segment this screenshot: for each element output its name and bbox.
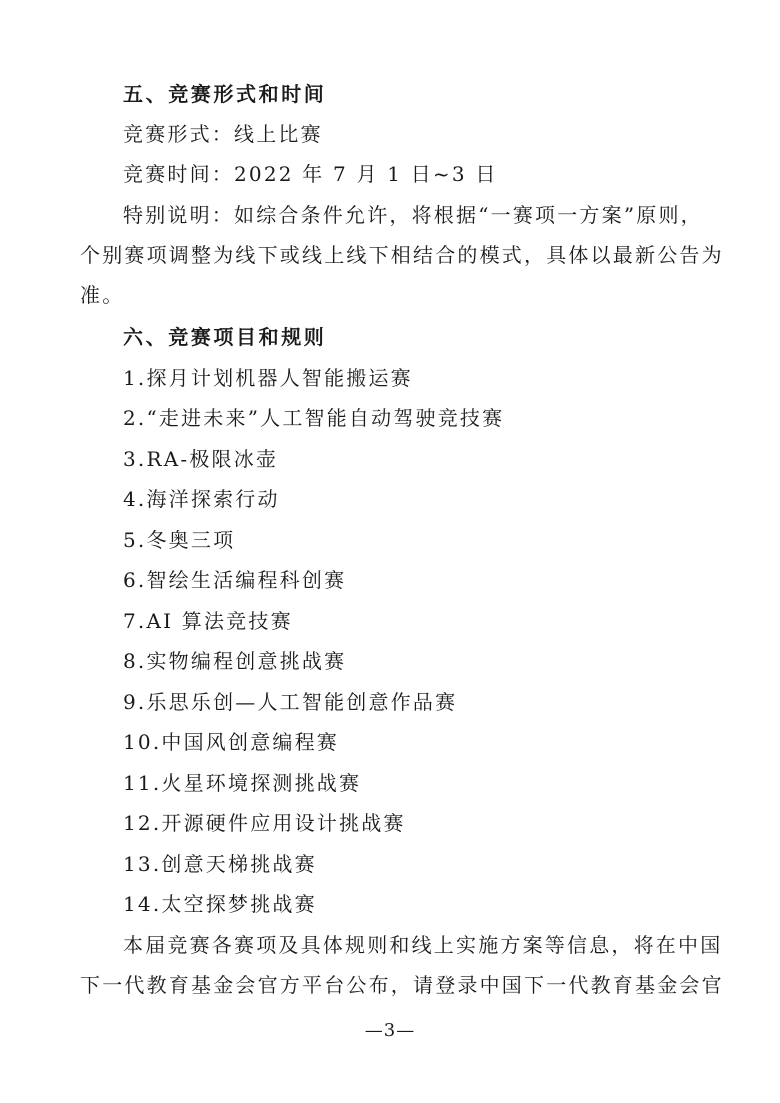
section5-heading: 五、竞赛形式和时间 — [123, 82, 327, 106]
competition-format: 竞赛形式：线上比赛 — [123, 122, 323, 146]
list-item: 13.创意天梯挑战赛 — [123, 852, 317, 876]
list-item: 5.冬奥三项 — [123, 528, 236, 552]
page-number: —3— — [364, 1020, 416, 1041]
competition-time: 竞赛时间：2022 年 7 月 1 日~3 日 — [123, 162, 498, 186]
list-item: 8.实物编程创意挑战赛 — [123, 649, 347, 673]
list-item: 2.“走进未来”人工智能自动驾驶竞技赛 — [123, 406, 505, 430]
special-note-line-2: 个别赛项调整为线下或线上线下相结合的模式，具体以最新公告为 — [80, 243, 724, 267]
list-item: 12.开源硬件应用设计挑战赛 — [123, 811, 406, 835]
list-item: 11.火星环境探测挑战赛 — [123, 771, 362, 795]
list-item: 6.智绘生活编程科创赛 — [123, 568, 347, 592]
list-item: 9.乐思乐创—人工智能创意作品赛 — [123, 690, 458, 714]
special-note-line-1: 特别说明：如综合条件允许，将根据“一赛项一方案”原则， — [123, 203, 703, 227]
list-item: 7.AI 算法竞技赛 — [123, 609, 293, 633]
list-item: 4.海洋探索行动 — [123, 487, 280, 511]
list-item: 1.探月计划机器人智能搬运赛 — [123, 366, 413, 390]
list-item: 10.中国风创意编程赛 — [123, 730, 340, 754]
list-item: 3.RA-极限冰壶 — [123, 447, 279, 471]
list-item: 14.太空探梦挑战赛 — [123, 892, 317, 916]
closing-paragraph-line-1: 本届竞赛各赛项及具体规则和线上实施方案等信息，将在中国 — [123, 933, 723, 957]
special-note-line-3: 准。 — [80, 283, 125, 307]
closing-paragraph-line-2: 下一代教育基金会官方平台公布，请登录中国下一代教育基金会官 — [80, 973, 724, 997]
section6-heading: 六、竞赛项目和规则 — [123, 325, 327, 349]
